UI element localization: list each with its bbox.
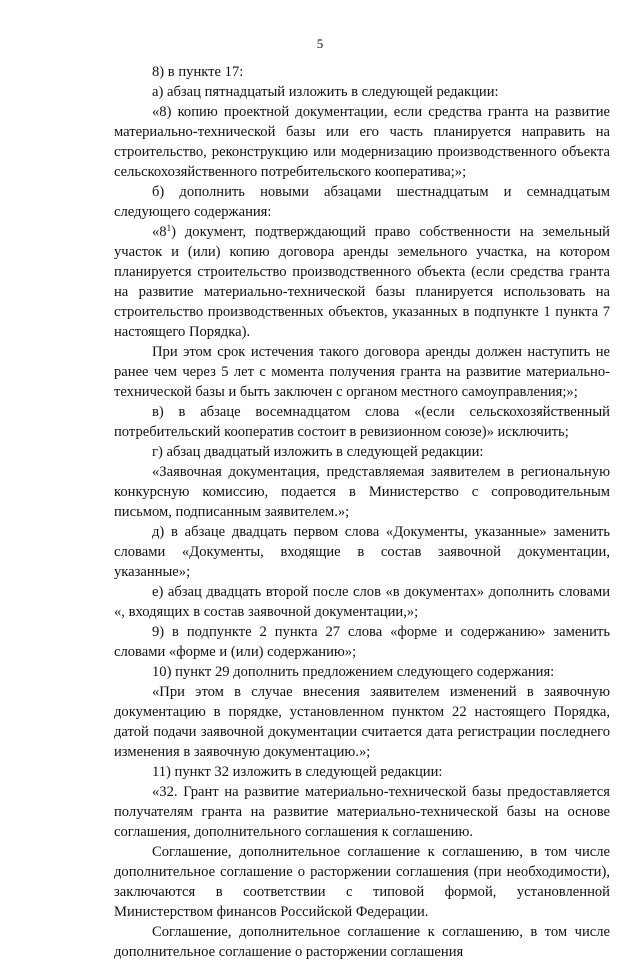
superscript-index: 1 bbox=[166, 223, 172, 233]
paragraph-8e: е) абзац двадцать второй после слов «в документах» дополнить словами «, входящих в состав заявочной документации,»; bbox=[114, 584, 610, 620]
paragraph-8b-text bbox=[114, 222, 610, 342]
paragraph-8d: д) в абзаце двадцать первом слова «Документы, указанные» заменить словами «Документы, входящие в состав заявочной документации, указанные»; bbox=[114, 524, 610, 580]
paragraph-8g: г) абзац двадцатый изложить в следующей редакции: bbox=[152, 444, 484, 460]
paragraph-10-text: «При этом в случае внесения заявителем изменений в заявочную документацию в порядке, установленном пунктом 22 настоящего Порядка, датой подачи заявочной документации считается дата регистрации последнего изменения в заявочную документацию.»; bbox=[114, 684, 610, 760]
paragraph-10: 10) пункт 29 дополнить предложением следующего содержания: bbox=[152, 664, 555, 680]
paragraph-8b: б) дополнить новыми абзацами шестнадцатым и семнадцатым следующего содержания: bbox=[114, 184, 610, 220]
paragraph-agreement-1: Соглашение, дополнительное соглашение к соглашению, в том числе дополнительное соглашение о расторжении соглашения (при необходимости), заключаются в соответствии с типовой формой, установленной Министерством финансов Российской Федерации. bbox=[114, 844, 610, 920]
paragraph-agreement-2: Соглашение, дополнительное соглашение к соглашению, в том числе дополнительное соглашение о расторжении соглашения bbox=[114, 924, 610, 960]
paragraph-11-text: «32. Грант на развитие материально-технической базы предоставляется получателям гранта на развитие материально-технической базы на основе соглашения, дополнительного соглашения к соглашению. bbox=[114, 784, 610, 840]
document-body bbox=[114, 62, 610, 962]
paragraph-11: 11) пункт 32 изложить в следующей редакции: bbox=[152, 764, 443, 780]
paragraph-9: 9) в подпункте 2 пункта 27 слова «форме и содержанию» заменить словами «форме и (или) содержанию»; bbox=[114, 624, 610, 660]
paragraph-8b-text-rest: ) документ, подтверждающий право собственности на земельный участок и (или) копию договора аренды земельного участка, на котором планируется строительство производственного объекта (если средства гранта на развитие материально-технической базы планируется использовать на строительство производственных объектов, указанных в подпункте 1 пункта 7 настоящего Порядка). bbox=[114, 224, 610, 340]
paragraph-8b-text-start: «8 bbox=[152, 224, 167, 240]
paragraph-8v: в) в абзаце восемнадцатом слова «(если сельскохозяйственный потребительский кооператив состоит в ревизионном союзе)» исключить; bbox=[114, 404, 610, 440]
paragraph-8b-continuation: При этом срок истечения такого договора аренды должен наступить не ранее чем через 5 лет с момента получения гранта на развитие материально-технической базы и быть заключен с органом местного самоуправления;»; bbox=[114, 344, 610, 400]
paragraph-8a-text: «8) копию проектной документации, если средства гранта на развитие материально-технической базы или его часть планируется направить на строительство, реконструкцию или модернизацию производственного объекта сельскохозяйственного потребительского кооператива;»; bbox=[114, 104, 610, 180]
paragraph-8g-text: «Заявочная документация, представляемая заявителем в региональную конкурсную комиссию, подается в Министерство с сопроводительным письмом, подписанным заявителем.»; bbox=[114, 464, 610, 520]
page-number: 5 bbox=[316, 36, 324, 51]
paragraph-8-header: 8) в пункте 17: bbox=[152, 64, 244, 80]
paragraph-8a: а) абзац пятнадцатый изложить в следующей редакции: bbox=[152, 84, 499, 100]
